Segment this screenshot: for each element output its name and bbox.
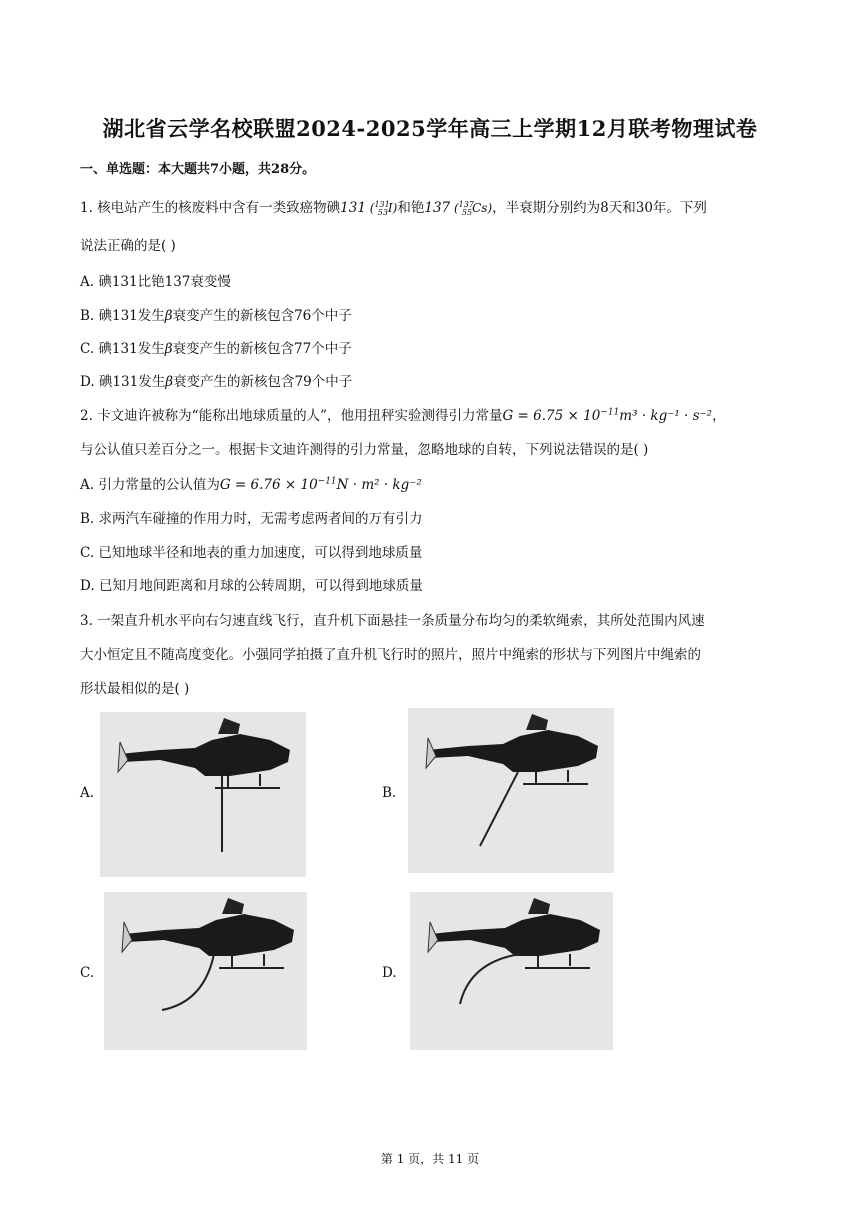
helicopter-photo-d	[410, 892, 613, 1050]
cesium-symbol: Cs	[472, 201, 488, 215]
q1-option-c	[80, 337, 352, 357]
q3-line2: 大小恒定且不随高度变化。小强同学拍摄了直升机飞行时的照片，照片中绳索的形状与下列图片中绳索的	[80, 647, 701, 663]
q1-option-d	[80, 370, 352, 390]
rope-curved-concave	[162, 954, 214, 1010]
q1-b-post: 衰变产生的新核包含76个中子	[172, 308, 352, 324]
q2-option-d: D. 已知月地间距离和月球的公转周期，可以得到地球质量	[80, 578, 423, 594]
helicopter-icon	[428, 898, 600, 968]
iodine-number: 131	[340, 200, 366, 216]
g-accepted: G = 6.76 × 10	[219, 477, 318, 493]
q1-text-mid: 和铯	[397, 200, 425, 216]
q3-line1: 3. 一架直升机水平向右匀速直线飞行，直升机下面悬挂一条质量分布均匀的柔软绳索，其所处范围内风速	[80, 613, 705, 629]
beta-symbol: β	[164, 341, 173, 357]
cesium-mass: 137	[458, 200, 474, 209]
helicopter-photo-b	[408, 708, 614, 873]
page-footer: 第 1 页，共 11 页	[380, 1152, 480, 1166]
q1-d-pre: D. 碘131发生	[80, 374, 166, 390]
section-heading: 一、单选题：本大题共7小题，共28分。	[80, 162, 316, 177]
rope-curved-convex	[460, 954, 520, 1004]
q1-text-b: ，半衰期分别约为8天和30年。下列	[492, 200, 707, 216]
q1-b-pre: B. 碘131发生	[80, 308, 165, 324]
g-accepted-unit: N · m² · kg⁻²	[336, 477, 422, 493]
g-measured-unit: m³ · kg⁻¹ · s⁻²	[619, 408, 713, 424]
iodine-mass: 131	[374, 200, 390, 209]
option-label-b: B.	[382, 785, 397, 801]
g-measured-exp: −11	[600, 407, 620, 418]
cesium-number: 137	[424, 200, 451, 216]
q3-line3: 形状最相似的是( )	[80, 681, 190, 697]
q2-text-a: 2. 卡文迪许被称为“能称出地球质量的人”，他用扭秤实验测得引力常量	[80, 408, 503, 424]
q1-d-post: 衰变产生的新核包含79个中子	[173, 374, 353, 390]
option-label-a: A.	[80, 785, 95, 801]
helicopter-photo-c	[104, 892, 307, 1050]
iodine-symbol: I	[387, 201, 393, 215]
q2-line1	[80, 404, 726, 424]
q2-comma: ，	[712, 408, 726, 424]
g-measured: G = 6.75 × 10	[502, 408, 601, 424]
helicopter-icon	[122, 898, 294, 968]
g-accepted-exp: −11	[317, 476, 337, 487]
exam-title: 湖北省云学名校联盟2024-2025学年高三上学期12月联考物理试卷	[102, 116, 758, 141]
q1-option-b	[80, 304, 352, 324]
beta-symbol: β	[164, 308, 173, 324]
iodine-atomic: 53	[377, 208, 388, 218]
beta-symbol: β	[165, 374, 174, 390]
q1-c-post: 衰变产生的新核包含77个中子	[172, 341, 352, 357]
q2-option-c: C. 已知地球半径和地表的重力加速度，可以得到地球质量	[80, 545, 423, 561]
q1-line1: 1. 核电站产生的核废料中含有一类致癌物碘131 ($^{131}_{53}$I)和铯137 ($^{137}_{55}$Cs)，半衰期分别约为8天和30年。下列	[80, 200, 707, 218]
helicopter-icon	[426, 714, 598, 784]
q2-option-b: B. 求两汽车碰撞的作用力时，无需考虑两者间的万有引力	[80, 511, 423, 527]
option-label-c: C.	[80, 965, 95, 981]
q1-c-pre: C. 碘131发生	[80, 341, 165, 357]
option-label-d: D.	[382, 965, 397, 981]
helicopter-photo-a	[100, 712, 306, 877]
q1-line2: 说法正确的是( )	[80, 238, 176, 254]
helicopter-icon	[118, 718, 290, 788]
rope-slanted	[480, 772, 518, 846]
q2-line2: 与公认值只差百分之一。根据卡文迪许测得的引力常量，忽略地球的自转，下列说法错误的是( )	[80, 442, 649, 458]
q1-text-a: 1. 核电站产生的核废料中含有一类致癌物碘	[80, 200, 341, 216]
q1-option-a: A. 碘131比铯137衰变慢	[80, 274, 231, 290]
cesium-atomic: 55	[461, 208, 473, 218]
q2-option-a	[80, 473, 422, 493]
q2-a-pre: A. 引力常量的公认值为	[80, 477, 220, 493]
